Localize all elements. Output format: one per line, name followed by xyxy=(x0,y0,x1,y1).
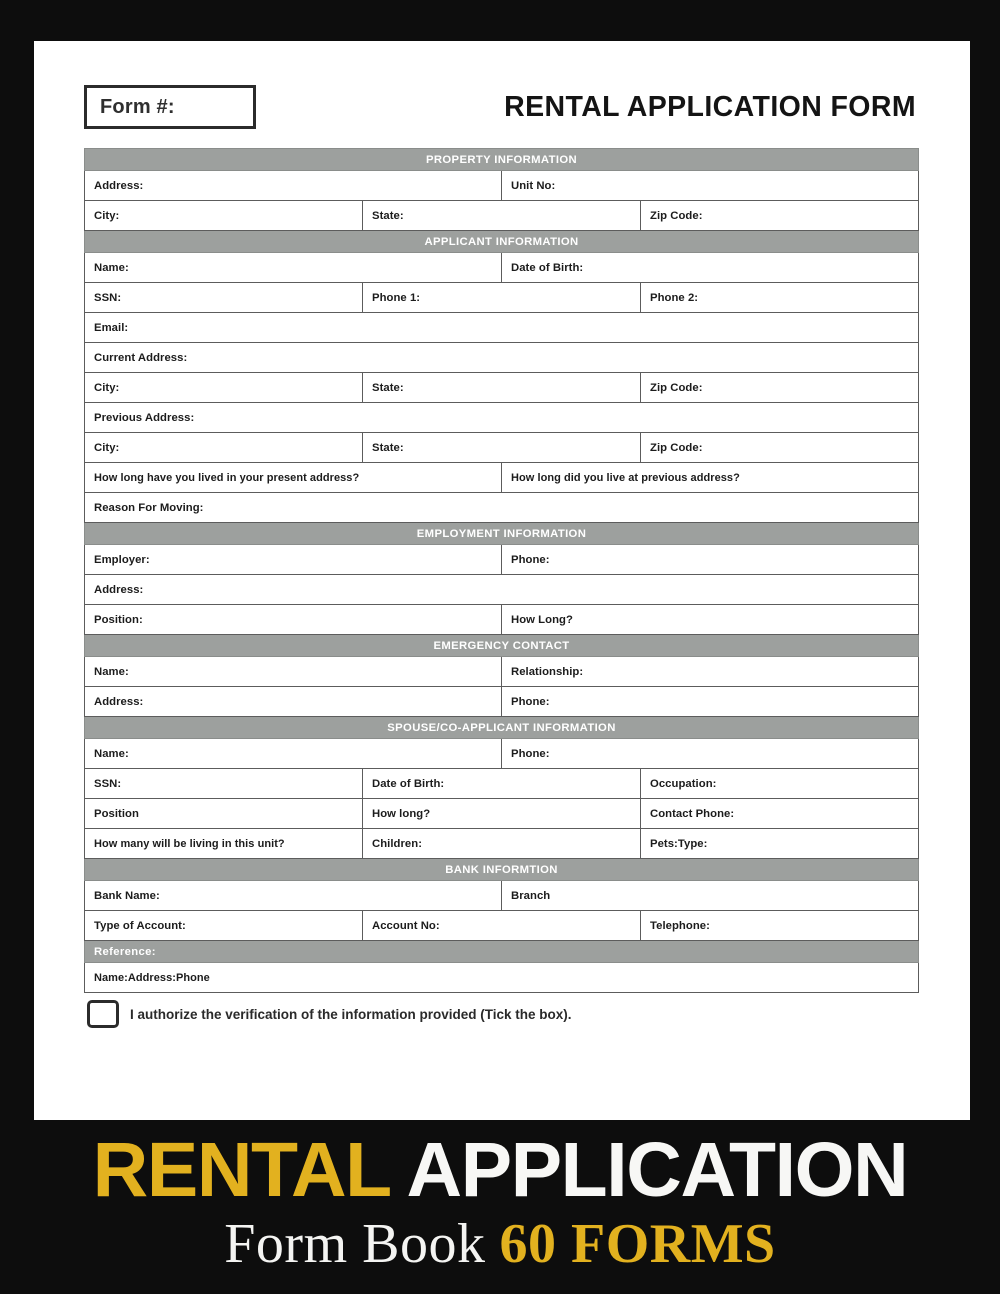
field-cell[interactable] xyxy=(85,545,502,575)
authorization-row xyxy=(84,1000,920,1028)
cover-title-band xyxy=(0,1120,1000,1294)
field-cell[interactable] xyxy=(641,769,919,799)
field-label: Name: xyxy=(94,665,129,678)
field-label: SSN: xyxy=(94,291,122,304)
field-cell[interactable] xyxy=(85,769,363,799)
field-label: Phone 2: xyxy=(650,291,699,304)
field-label: Previous Address: xyxy=(94,411,195,424)
field-cell[interactable] xyxy=(85,433,363,463)
section-header-label: Reference: xyxy=(85,941,919,963)
field-label: SSN: xyxy=(94,777,122,790)
field-label: Relationship: xyxy=(511,665,584,678)
page-title: RENTAL APPLICATION FORM xyxy=(504,90,916,123)
field-label: Reason For Moving: xyxy=(94,501,204,514)
field-label: Position xyxy=(94,807,139,820)
field-label: Telephone: xyxy=(650,919,710,932)
field-label: Phone: xyxy=(511,553,550,566)
table-row xyxy=(85,343,919,373)
section-header-employment-information xyxy=(85,523,919,545)
field-cell[interactable] xyxy=(363,769,641,799)
table-row xyxy=(85,545,919,575)
field-cell[interactable] xyxy=(85,283,363,313)
cover-title-rental: RENTAL xyxy=(92,1127,390,1213)
table-row xyxy=(85,687,919,717)
table-row xyxy=(85,963,919,993)
field-label: Address: xyxy=(94,583,144,596)
field-label: Pets: xyxy=(650,837,678,850)
field-cell[interactable] xyxy=(641,911,919,941)
field-label: Employer: xyxy=(94,553,150,566)
field-cell[interactable] xyxy=(363,911,641,941)
field-label: Account No: xyxy=(372,919,440,932)
table-row xyxy=(85,403,919,433)
field-label: Phone: xyxy=(511,695,550,708)
section-header-label: EMERGENCY CONTACT xyxy=(85,635,919,657)
form-number-box[interactable] xyxy=(84,85,256,129)
authorize-label: I authorize the verification of the information provided (Tick the box). xyxy=(130,1006,572,1022)
field-cell[interactable] xyxy=(641,829,919,859)
table-row xyxy=(85,463,919,493)
field-label: Phone 1: xyxy=(372,291,421,304)
table-row xyxy=(85,769,919,799)
field-cell[interactable] xyxy=(502,463,919,493)
field-label: Type: xyxy=(677,837,708,850)
field-cell[interactable] xyxy=(85,343,919,373)
field-cell[interactable] xyxy=(641,201,919,231)
field-cell[interactable] xyxy=(85,687,502,717)
table-row xyxy=(85,373,919,403)
form-page-content xyxy=(34,41,970,1028)
field-label: Bank Name: xyxy=(94,889,160,902)
field-cell[interactable] xyxy=(363,283,641,313)
section-header-label: PROPERTY INFORMATION xyxy=(85,149,919,171)
table-row xyxy=(85,313,919,343)
field-cell[interactable] xyxy=(85,373,363,403)
field-label: Address: xyxy=(127,971,176,984)
field-label: Zip Code: xyxy=(650,441,703,454)
section-header-bank-information xyxy=(85,859,919,881)
field-cell[interactable] xyxy=(363,373,641,403)
field-cell[interactable] xyxy=(85,171,502,201)
cover-title-application: APPLICATION xyxy=(406,1127,908,1213)
cover-subtitle-form-book: Form Book xyxy=(224,1213,486,1275)
form-page xyxy=(34,41,970,1120)
section-header-property-information xyxy=(85,149,919,171)
field-cell[interactable] xyxy=(85,963,919,993)
table-row xyxy=(85,201,919,231)
field-cell[interactable] xyxy=(85,403,919,433)
field-cell[interactable] xyxy=(502,171,919,201)
table-row xyxy=(85,493,919,523)
field-label: Phone xyxy=(175,971,210,984)
field-cell[interactable] xyxy=(502,657,919,687)
field-label: Children: xyxy=(372,837,423,850)
table-row xyxy=(85,575,919,605)
field-cell[interactable] xyxy=(85,463,502,493)
cover-subtitle-count: 60 FORMS xyxy=(499,1213,776,1275)
field-cell[interactable] xyxy=(85,605,502,635)
field-label: Date of Birth: xyxy=(372,777,445,790)
section-header-label: APPLICANT INFORMATION xyxy=(85,231,919,253)
section-header-label: BANK INFORMTION xyxy=(85,859,919,881)
field-cell[interactable] xyxy=(502,605,919,635)
table-row xyxy=(85,911,919,941)
field-cell[interactable] xyxy=(363,201,641,231)
section-header-emergency-contact xyxy=(85,635,919,657)
field-cell[interactable] xyxy=(85,911,363,941)
section-header-label: EMPLOYMENT INFORMATION xyxy=(85,523,919,545)
table-row xyxy=(85,657,919,687)
table-row xyxy=(85,171,919,201)
table-row xyxy=(85,881,919,911)
field-cell[interactable] xyxy=(85,829,363,859)
table-row xyxy=(85,829,919,859)
form-header xyxy=(84,85,920,129)
field-cell[interactable] xyxy=(363,799,641,829)
table-row xyxy=(85,605,919,635)
field-label: Email: xyxy=(94,321,129,334)
field-cell[interactable] xyxy=(85,313,919,343)
cover-title-line-2 xyxy=(0,1213,1000,1275)
field-label: Unit No: xyxy=(511,179,556,192)
field-cell[interactable] xyxy=(85,657,502,687)
form-number-label: Form #: xyxy=(100,95,175,118)
field-label: Address: xyxy=(94,695,144,708)
field-label: Name: xyxy=(94,261,129,274)
field-cell[interactable] xyxy=(85,799,363,829)
section-header-applicant-information xyxy=(85,231,919,253)
field-label: Name: xyxy=(94,971,128,984)
field-label: Zip Code: xyxy=(650,209,703,222)
section-header-reference xyxy=(85,941,919,963)
rental-application-table xyxy=(84,148,919,993)
table-row xyxy=(85,253,919,283)
field-cell[interactable] xyxy=(85,575,919,605)
table-row xyxy=(85,433,919,463)
section-header-label: SPOUSE/CO-APPLICANT INFORMATION xyxy=(85,717,919,739)
field-cell[interactable] xyxy=(85,881,502,911)
field-label: How Long? xyxy=(511,613,573,626)
field-cell[interactable] xyxy=(641,433,919,463)
field-cell[interactable] xyxy=(85,253,502,283)
field-cell[interactable] xyxy=(363,433,641,463)
field-label: State: xyxy=(372,441,404,454)
field-label: How long? xyxy=(372,807,431,820)
field-cell[interactable] xyxy=(502,881,919,911)
field-cell[interactable] xyxy=(641,799,919,829)
field-label: How many will be living in this unit? xyxy=(94,837,285,850)
field-cell[interactable] xyxy=(641,283,919,313)
field-cell[interactable] xyxy=(363,829,641,859)
field-label: Occupation: xyxy=(650,777,717,790)
field-label: Branch xyxy=(511,889,551,902)
field-label: How long have you lived in your present address? xyxy=(94,471,360,484)
section-header-spouse-co-applicant-information xyxy=(85,717,919,739)
field-label: Address: xyxy=(94,179,144,192)
field-cell[interactable] xyxy=(85,493,919,523)
field-label: Date of Birth: xyxy=(511,261,584,274)
field-label: Contact Phone: xyxy=(650,807,735,820)
field-cell[interactable] xyxy=(502,739,919,769)
field-cell[interactable] xyxy=(85,201,363,231)
field-label: City: xyxy=(94,441,120,454)
field-label: Zip Code: xyxy=(650,381,703,394)
cover-title-line-1 xyxy=(0,1127,1000,1213)
field-label: How long did you live at previous address? xyxy=(511,471,740,484)
table-row xyxy=(85,283,919,313)
authorize-checkbox[interactable] xyxy=(87,1000,119,1028)
table-row xyxy=(85,739,919,769)
field-cell[interactable] xyxy=(502,253,919,283)
field-label: Type of Account: xyxy=(94,919,186,932)
field-label: Position: xyxy=(94,613,143,626)
field-cell[interactable] xyxy=(502,687,919,717)
field-cell[interactable] xyxy=(85,739,502,769)
field-label: City: xyxy=(94,209,120,222)
field-label: Name: xyxy=(94,747,129,760)
field-cell[interactable] xyxy=(641,373,919,403)
field-label: City: xyxy=(94,381,120,394)
field-label: State: xyxy=(372,381,404,394)
field-label: Phone: xyxy=(511,747,550,760)
field-cell[interactable] xyxy=(502,545,919,575)
field-label: Current Address: xyxy=(94,351,188,364)
table-row xyxy=(85,799,919,829)
field-label: State: xyxy=(372,209,404,222)
